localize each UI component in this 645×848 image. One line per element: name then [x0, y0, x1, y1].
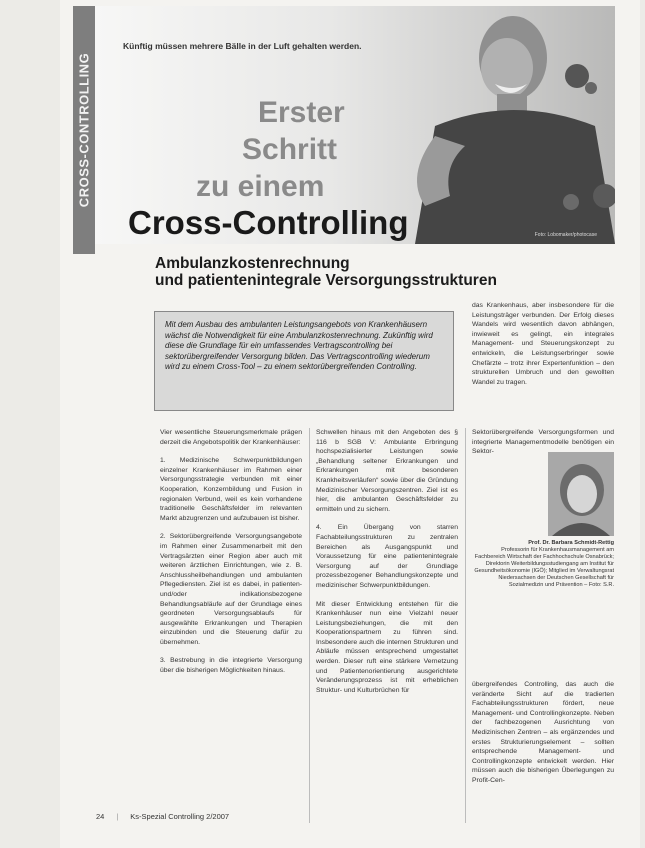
juggler-illustration [395, 6, 615, 244]
paragraph: 2. Sektorübergreifende Versorgungsangebote im Rahmen einer Zusammenarbeit mit den Vertragsärzten einer Region aber auch mit weiteren ärztlichen Einrichtungen, wie z. B. Anschlussheilbehandlungen und ambulanten Pflegediensten. Ziel ist es dabei, in patienten- und/oder indikationsbezogene Behandlungsabläufe auf der Grundlage eines geordneten Versorgungsablaufs für ausgewählte Erkrankungen und Therapien einzubinden und die Steuerung dafür zu übernehmen. [160, 533, 302, 646]
title-line-1: Erster [258, 96, 345, 129]
paragraph: Mit dieser Entwicklung entstehen für die Krankenhäuser nun eine Vielzahl neuer Leistungsbeziehungen, die mit den Kooperationspartnern zu führen sind. Insbesondere auch die internen Strukturen und Abläufe müssen entsprechend umgestaltet werden. Dieser ruft eine stärkere Vernetzung und Patientenorientierung ausgerichtete Veränderungsprozess ist mit erheblichen Struktur- und Kulturbrüchen für [316, 600, 458, 694]
paragraph: 1. Medizinische Schwerpunktbildungen einzelner Krankenhäuser im Rahmen einer Versorgungsstrategie verbunden mit einer Kooperation, Konzernbildung und Fusion in regionalen Verbund, weil es kein vorhandene traditionelle Geschäftsfelder im relevanten Markt abzugrenzen und aufzubauen ist bisher. [160, 457, 302, 522]
column-divider [309, 428, 310, 823]
hero-caption: Künftig müssen mehrere Bälle in der Luft gehalten werden. [123, 41, 362, 51]
author-portrait [548, 452, 614, 536]
author-name: Prof. Dr. Barbara Schmidt-Rettig [528, 540, 614, 546]
section-label: CROSS-CONTROLLING [76, 52, 92, 208]
section-bar [73, 6, 95, 254]
title-line-3: zu einem [196, 170, 325, 203]
footer: 24 | Ks-Spezial Controlling 2/2007 [96, 812, 230, 821]
subtitle [155, 255, 497, 289]
paragraph: Schwellen hinaus mit den Angeboten des § 116 b SGB V: Ambulante Erbringung hochspezialisierter Leistungen sowie „Behandlung seltener Erkrankungen und Erkrankungen mit besonderen Krankheitsverläufen“ sowie über die Gründung Medizinischer Versorgungszentren. Ziel ist es hier, die ambulanten Geschäftsfelder zu ermitteln und zu sichern. [316, 429, 458, 513]
page-number: 24 [96, 812, 105, 821]
photo-credit: Foto: Lobomaker/photocase [534, 232, 597, 238]
paragraph: 3. Bestrebung in die integrierte Versorgung über die bisherigen Möglichkeiten hinaus. [160, 657, 302, 675]
title-line-2: Schritt [242, 133, 338, 166]
subtitle-line-2: und patientenintegrale Versorgungsstrukturen [155, 272, 497, 289]
title-line-4: Cross-Controlling [128, 204, 409, 241]
subtitle-line-1: Ambulanzkostenrechnung [155, 255, 350, 272]
column-1 [160, 428, 302, 685]
journal-name: Ks-Spezial Controlling 2/2007 [130, 812, 230, 821]
paragraph: 4. Ein Übergang von starren Fachabteilungsstrukturen zu zentralen Bereichen als Ausgangspunkt und Voraussetzung für eine patientenintegrale Versorgung auf der Grundlage prozessbezogener Behandlungskonzepte und medizinischer Schwerpunktbildungen. [316, 524, 458, 589]
author-description: Professorin für Krankenhausmanagement am Fachbereich Wirtschaft der Fachhochschule Osnabrück; Direktorin Weiterbildungsstudiengang am Institut für Gesundheitsökonomie (IGÖ); Mitglied im Verwaltungsrat Niedersachsen der Deutschen Gesellschaft für Sozialmedizin und Prävention – Foto: S.R. [474, 547, 614, 588]
intro-box: Mit dem Ausbau des ambulanten Leistungsangebots von Krankenhäusern wächst die Notwendigkeit für eine Ambulanzkostenrechnung. Zukünftig wird diese die Grundlage für ein umfassendes Vertragscontrolling bei sektorübergreifender Versorgung bilden. Das Vertragscontrolling wiederum wird zu einem Cross-Tool – zu einem sektorübergreifenden Controlling. [154, 311, 454, 411]
column-3-top [472, 301, 614, 396]
paragraph: das Krankenhaus, aber insbesondere für die Leistungsträger verbunden. Der Erfolg dieses Wandels wird wesentlich davon abhängen, inwieweit es gelingt, ein integrales Management- und Steuerungskonzept zu entwickeln, die Leistungserbringer sowie Chefärzte – trotz ihrer Expertenfunktion – den strukturellen Umbruch und den gewollten Wandel zu tragen. [472, 302, 614, 386]
column-2 [316, 428, 458, 704]
portrait-caption [472, 540, 614, 589]
paragraph: übergreifendes Controlling, das auch die veränderte Sicht auf die tradierten Fachabteilungsstrukturen fördert, neue Management- und Controllingkonzepte. Neben der fachbezogenen Ausrichtung von Medizinischen Zentren – als ergänzendes und erstes Strukturierungselement – sollten entsprechende Management- und Controllingkonzepte entwickelt werden. Hier müssen auch die bisherigen Überlegungen zu Profit-Cen- [472, 681, 614, 784]
paragraph: Sektorübergreifende Versorgungsformen und integrierte Managementmodelle benötigen ein Sektor- [472, 429, 614, 456]
paragraph: Vier wesentliche Steuerungsmerkmale prägen derzeit die Angebotspolitik der Krankenhäuser: [160, 429, 302, 446]
column-3-bottom [472, 680, 614, 795]
column-divider [465, 428, 466, 823]
